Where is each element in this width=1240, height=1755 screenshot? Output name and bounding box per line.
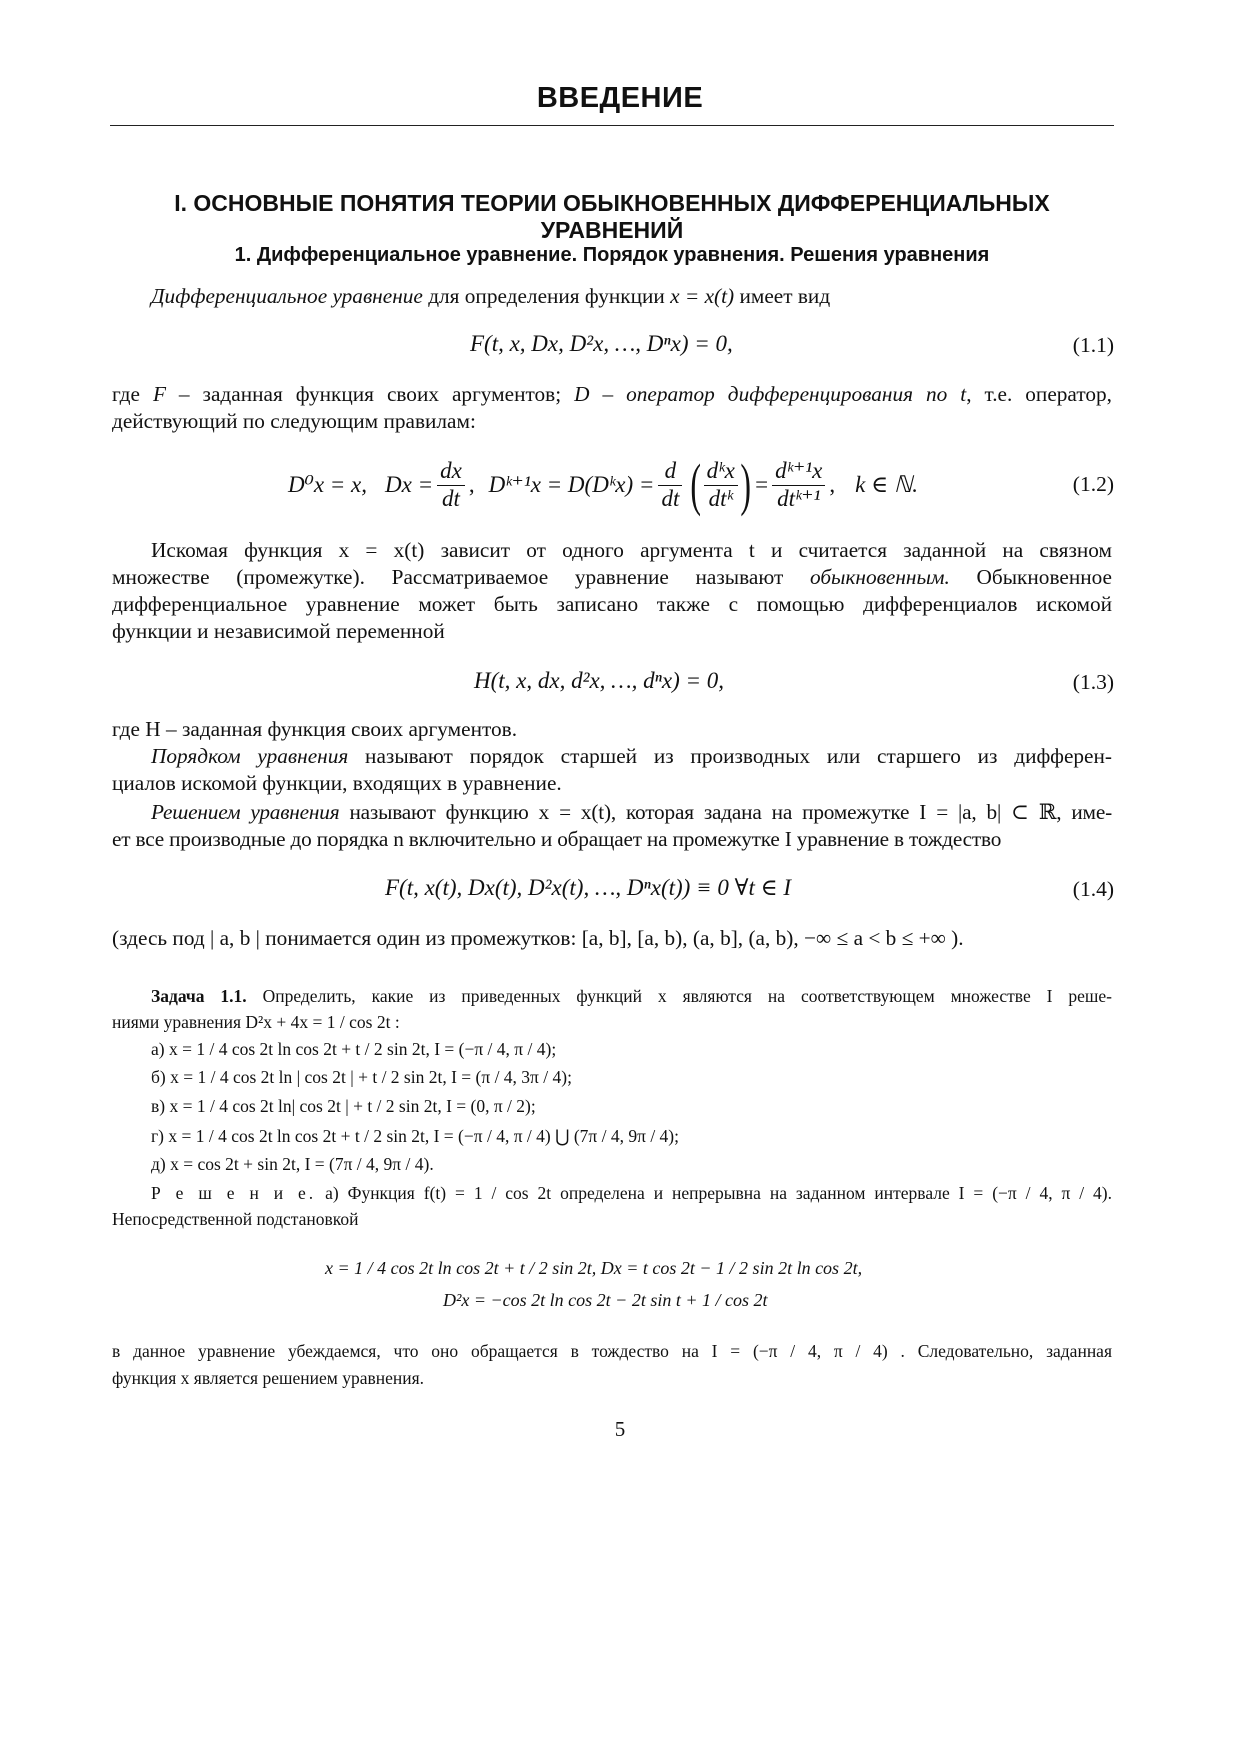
equation-1-2: D⁰x = x, Dx = $\frac{dx}{dt}$ , Dᵏ⁺¹x = D(Dᵏx) = $\frac{d}{dt}$ ( $\frac{\text{dᵏx}}{\text{dtᵏ}}$ ) = $\frac{\text{dᵏ⁺¹x}}{\text{dtᵏ⁺¹}}$ , k ∈ ℕ. <box>288 452 919 517</box>
part-title: ВВЕДЕНИЕ <box>536 82 704 114</box>
problem-item-d: г) x = 1 / 4 cos 2t ln cos 2t + t / 2 sin 2t, I = (−π / 4, π / 4) ⋃ (7π / 4, 9π / 4); <box>151 1126 679 1146</box>
solution-line2: Непосредственной подстановкой <box>112 1209 359 1229</box>
paragraph-operator-line1: где F – заданная функция своих аргументов; D – оператор дифференцирования по t, т.е. оператор, <box>112 382 1112 406</box>
page-number: 5 <box>614 1417 626 1441</box>
solution-label: Р е ш е н и е. <box>151 1183 317 1203</box>
problem-item-a: а) x = 1 / 4 cos 2t ln cos 2t + t / 2 sin 2t, I = (−π / 4, π / 4); <box>151 1039 557 1059</box>
paragraph-ordinary-line1: Искомая функция x = x(t) зависит от одного аргумента t и считается заданной на связном <box>151 538 1112 562</box>
equation-number-1-3: (1.3) <box>1072 670 1114 694</box>
solution-formula-2: D²x = −cos 2t ln cos 2t − 2t sin t + 1 / cos 2t <box>443 1290 768 1310</box>
paragraph-operator-line2: действующий по следующим правилам: <box>112 409 476 433</box>
equation-number-1-2: (1.2) <box>1072 472 1114 496</box>
paragraph-solution-line2: ет все производные до порядка n включительно и обращает на промежутке I уравнение в тождество <box>112 827 1002 851</box>
paragraph-solution-line1: Решением уравнения называют функцию x = x(t), которая задана на промежутке I = |a, b| ⊂ ℝ, име- <box>151 800 1112 824</box>
paragraph-H-definition: где H – заданная функция своих аргументов. <box>112 717 518 741</box>
paragraph-definition: Дифференциальное уравнение для определения функции x = x(t) имеет вид <box>151 284 831 308</box>
section-title: 1. Дифференциальное уравнение. Порядок уравнения. Решения уравнения <box>234 244 990 266</box>
term-ordinary: обыкновенным. <box>809 565 950 589</box>
solution-line4: функция x является решением уравнения. <box>112 1368 425 1388</box>
term-order: Порядком уравнения <box>151 744 349 768</box>
header-rule <box>110 125 1114 126</box>
paragraph-ordinary-line4: функции и независимой переменной <box>112 619 445 643</box>
equation-number-1-1: (1.1) <box>1072 333 1114 357</box>
paragraph-intervals: (здесь под | a, b | понимается один из промежутков: [a, b], [a, b), (a, b], (a, b), −∞ ≤ a < b ≤ +∞ ). <box>112 926 964 950</box>
problem-line1: Задача 1.1. Определить, какие из приведенных функций x являются на соответствующем множестве I реше- <box>151 986 1112 1006</box>
chapter-title: I. ОСНОВНЫЕ ПОНЯТИЯ ТЕОРИИ ОБЫКНОВЕННЫХ ДИФФЕРЕНЦИАЛЬНЫХ УРАВНЕНИЙ <box>174 190 1050 243</box>
problem-item-b: б) x = 1 / 4 cos 2t ln | cos 2t | + t / 2 sin 2t, I = (π / 4, 3π / 4); <box>151 1067 572 1087</box>
paragraph-order-line2: циалов искомой функции, входящих в уравнение. <box>112 771 562 795</box>
term-differential-equation: Дифференциальное уравнение <box>151 284 423 308</box>
paragraph-ordinary-line3: дифференциальное уравнение может быть записано также с помощью дифференциалов искомой <box>112 592 1112 616</box>
solution-line1: Р е ш е н и е. а) Функция f(t) = 1 / cos 2t определена и непрерывна на заданном интервале I = (−π / 4, π / 4). <box>151 1183 1112 1203</box>
equation-number-1-4: (1.4) <box>1072 877 1114 901</box>
problem-label: Задача 1.1. <box>151 986 247 1006</box>
problem-item-c: в) x = 1 / 4 cos 2t ln| cos 2t | + t / 2 sin 2t, I = (0, π / 2); <box>151 1096 536 1116</box>
equation-1-3: H(t, x, dx, d²x, …, dⁿx) = 0, <box>474 668 725 693</box>
term-solution: Решением уравнения <box>151 800 340 824</box>
equation-1-4: F(t, x(t), Dx(t), D²x(t), …, Dⁿx(t)) ≡ 0 ∀t ∈ I <box>385 875 792 900</box>
solution-formula-1: x = 1 / 4 cos 2t ln cos 2t + t / 2 sin 2t, Dx = t cos 2t − 1 / 2 sin 2t ln cos 2t, <box>325 1258 863 1278</box>
problem-line2: ниями уравнения D²x + 4x = 1 / cos 2t : <box>112 1012 400 1032</box>
paragraph-order-line1: Порядком уравнения называют порядок старшей из производных или старшего из дифферен- <box>151 744 1112 768</box>
problem-item-e: д) x = cos 2t + sin 2t, I = (7π / 4, 9π / 4). <box>151 1154 434 1174</box>
equation-1-1: F(t, x, Dx, D²x, …, Dⁿx) = 0, <box>470 331 733 356</box>
paragraph-ordinary-line2: множестве (промежутке). Рассматриваемое уравнение называют обыкновенным. Обыкновенное <box>112 565 1112 589</box>
solution-line3: в данное уравнение убеждаемся, что оно обращается в тождество на I = (−π / 4, π / 4) . Следовательно, заданная <box>112 1341 1112 1361</box>
